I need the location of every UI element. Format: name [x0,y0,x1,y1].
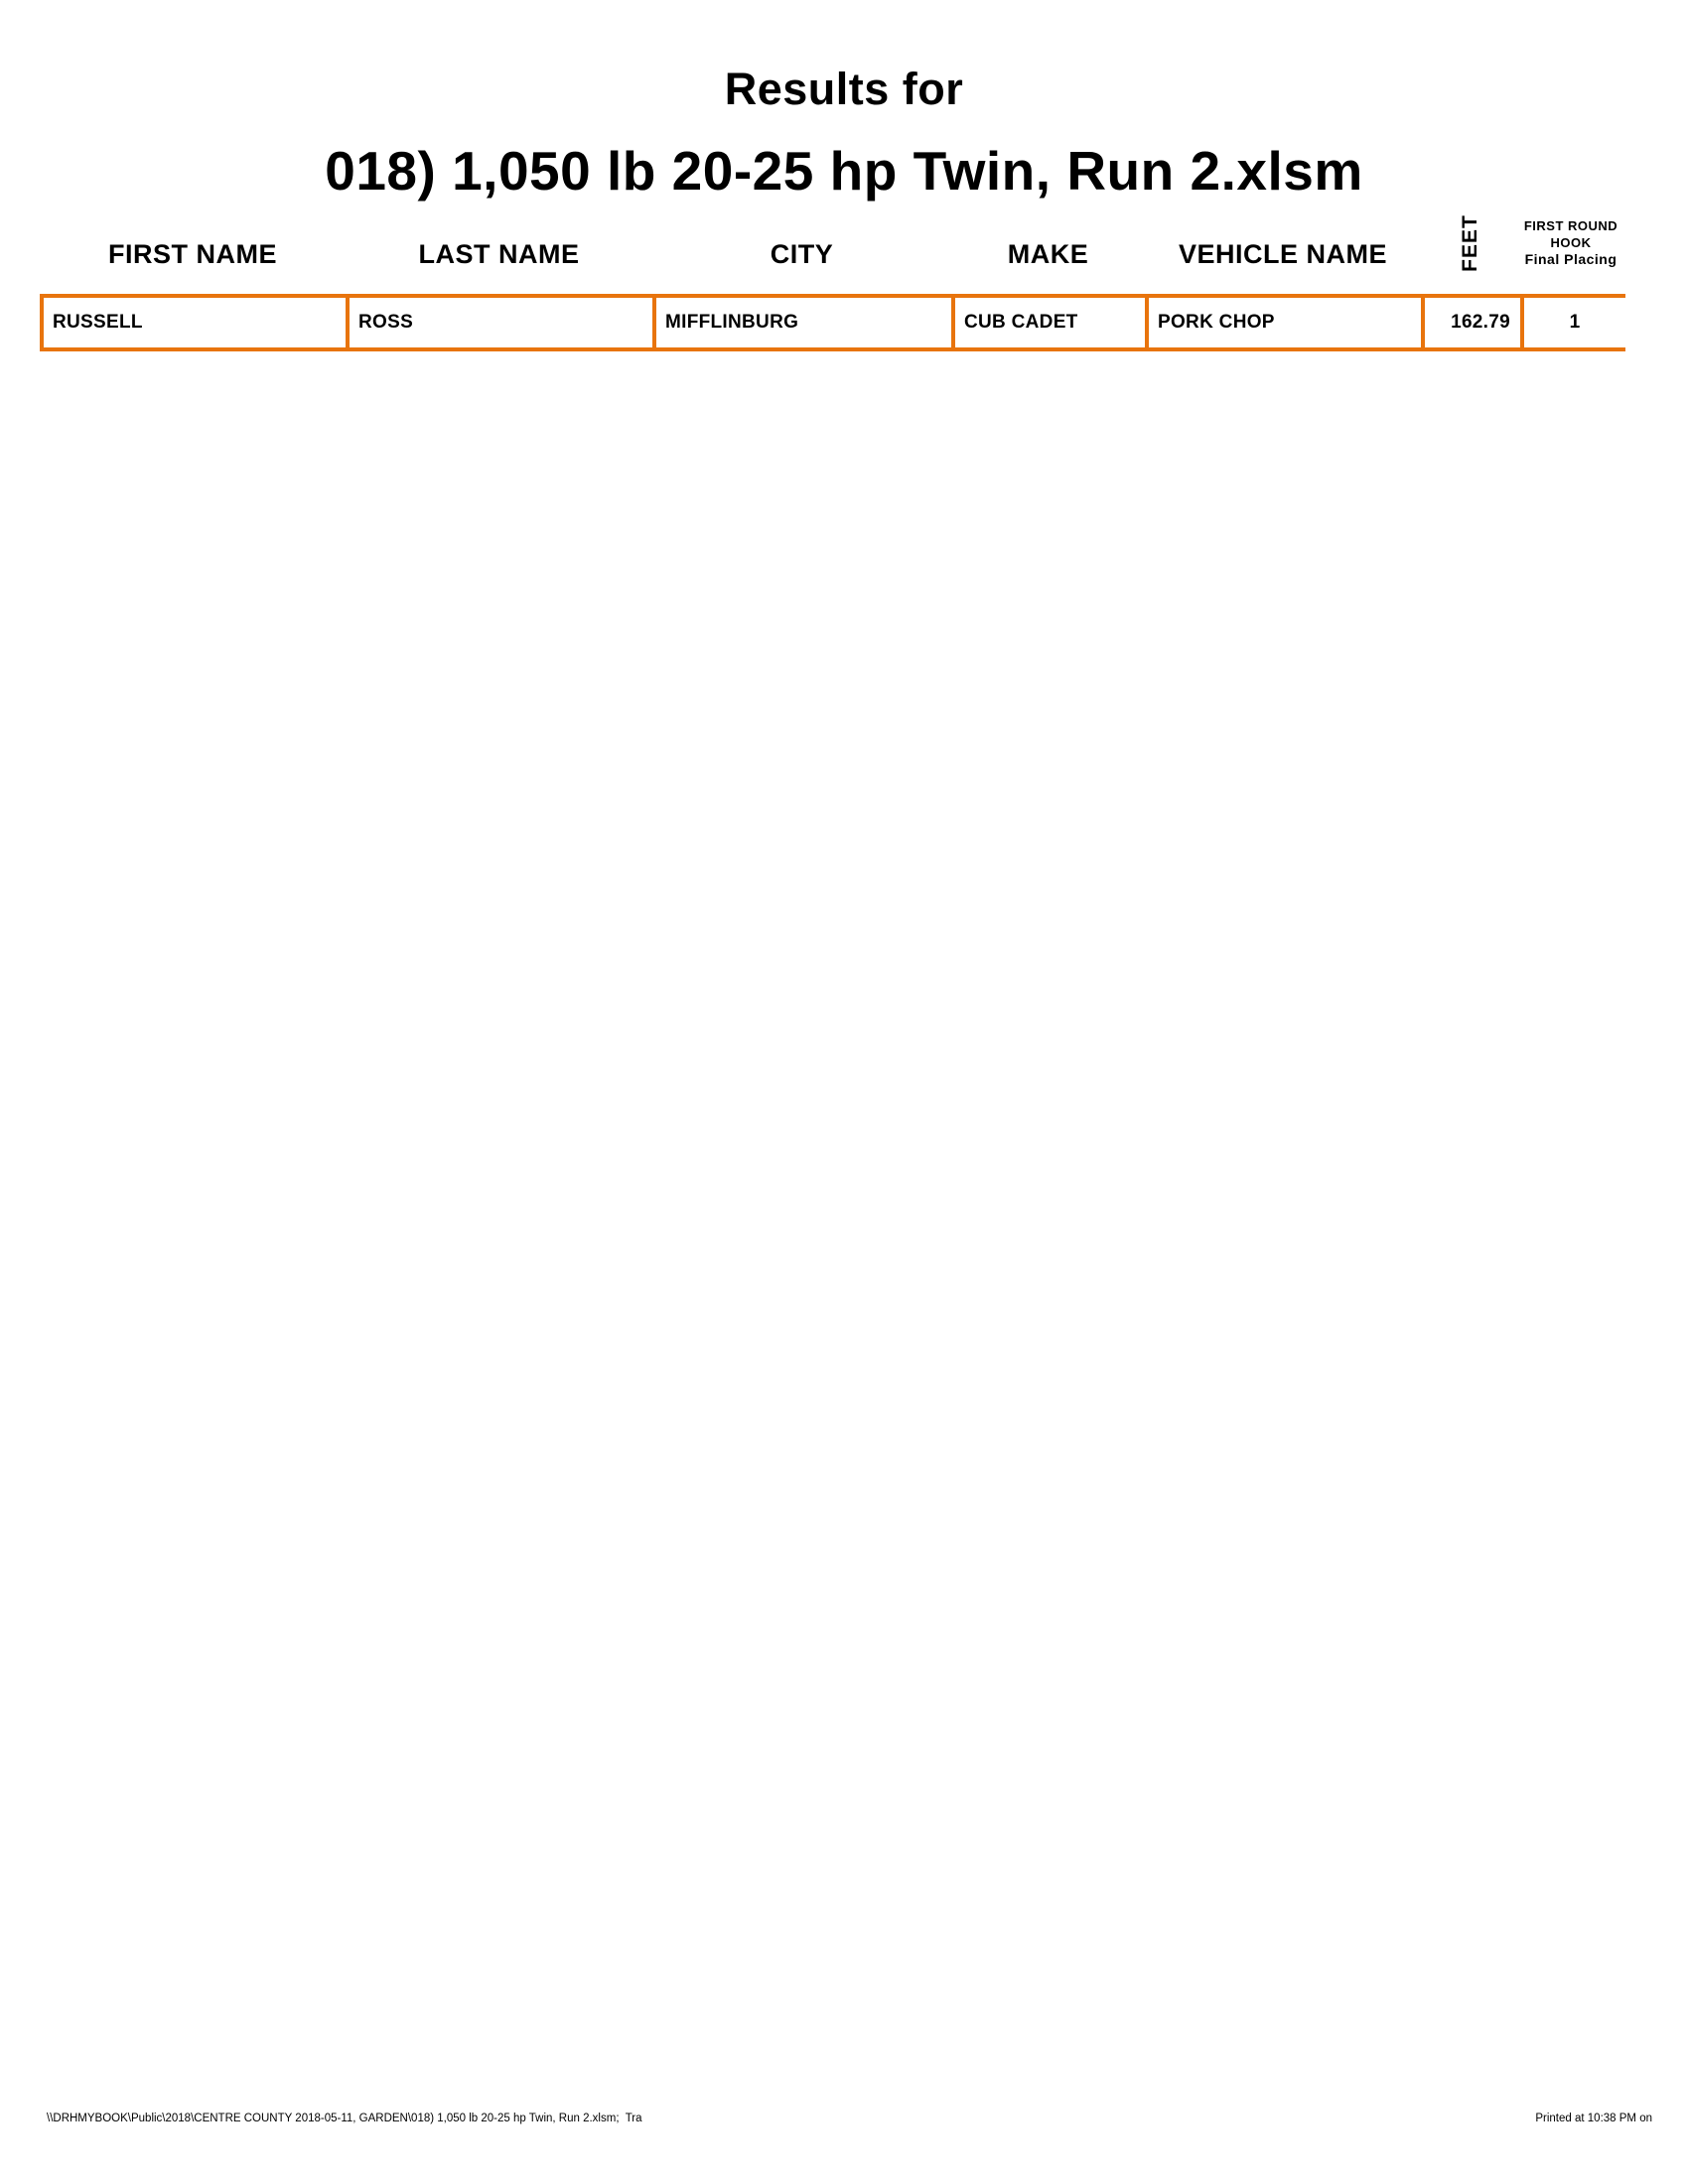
cell-last-name: ROSS [350,298,656,347]
final-placing-label: Final Placing [1524,250,1618,267]
table-row [40,294,1625,351]
cell-feet: 162.79 [1425,298,1524,347]
cell-make: CUB CADET [955,298,1149,347]
results-table-header [40,203,1621,290]
page-title: Results for [724,64,964,114]
cell-placing: 1 [1569,312,1581,333]
footer-file-path: \\DRHMYBOOK\Public\2018\CENTRE COUNTY 2018-05-11, GARDEN\018) 1,050 lb 20-25 hp Twin, Run 2.xlsm; Tra [47,2113,642,2124]
footer-printed-at: Printed at 10:38 PM on [1535,2113,1652,2124]
cell-first-name: RUSSELL [44,298,350,347]
column-header-last-name: LAST NAME [418,239,580,269]
page-subtitle-filename: 018) 1,050 lb 20-25 hp Twin, Run 2.xlsm [325,140,1363,202]
column-header-vehicle-name: VEHICLE NAME [1178,239,1388,269]
column-header-first-name: FIRST NAME [108,239,277,269]
feet-rotated-label: FEET [1458,214,1481,272]
column-header-make: MAKE [1007,239,1089,269]
hook-label: HOOK [1550,234,1592,250]
cell-city: MIFFLINBURG [656,298,955,347]
column-header-city: CITY [770,239,834,269]
column-header-feet [1421,203,1520,290]
page-footer [47,2113,1652,2124]
first-round-label: FIRST ROUND [1523,217,1618,233]
placing-header-block [1524,217,1618,268]
cell-vehicle-name: PORK CHOP [1149,298,1425,347]
column-header-placing [1520,203,1621,290]
